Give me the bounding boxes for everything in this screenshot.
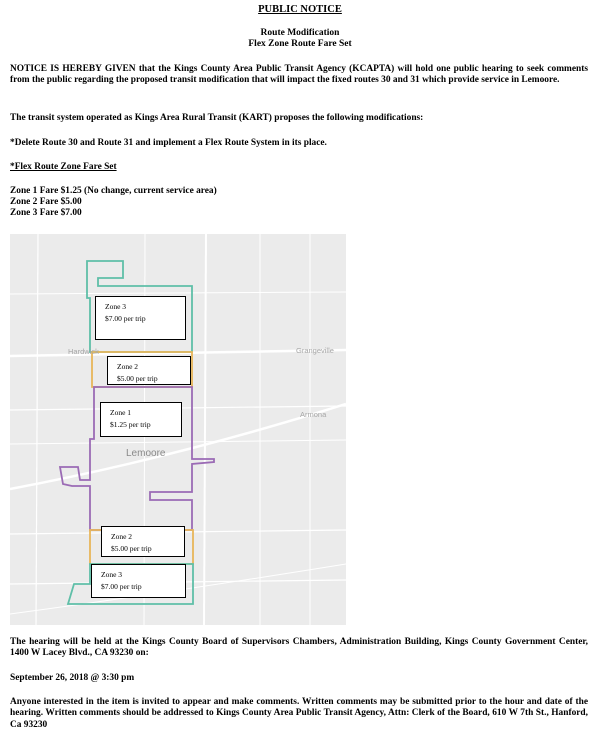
place-label-armona: Armona xyxy=(300,410,327,419)
transit-system-paragraph: The transit system operated as Kings Area Rural Transit (KART) proposes the following modifications: xyxy=(10,113,424,123)
zone-fare: $5.00 per trip xyxy=(117,374,158,383)
zone-2-north-label-box xyxy=(107,356,191,385)
zone-name: Zone 3 xyxy=(101,570,123,579)
hearing-location-paragraph: The hearing will be held at the Kings County Board of Supervisors Chambers, Administration Building, Kings County Government Center, 1400 W Lacey Blvd., CA 93230 on: xyxy=(10,637,588,659)
flex-zone-map xyxy=(10,234,346,625)
place-label-lemoore: Lemoore xyxy=(126,448,166,459)
zone-fare: $7.00 per trip xyxy=(101,582,142,591)
zone-fare: $1.25 per trip xyxy=(110,420,151,429)
zone-2-fare-line: Zone 2 Fare $5.00 xyxy=(10,197,82,207)
comments-paragraph: Anyone interested in the item is invited to appear and make comments. Written comments may be submitted prior to the hour and date of the hearing. Written comments should be addressed to Kings County Area Public Transit Agency, Attn: Clerk of the Board, 610 W 7th St., Hanford, Ca 93230 xyxy=(10,697,588,730)
zone-3-north-label-box xyxy=(95,296,186,340)
place-label-grangeville: Grangeville xyxy=(296,346,334,355)
zone-3-fare-line: Zone 3 Fare $7.00 xyxy=(10,208,82,218)
notice-subtitle-fare-set: Flex Zone Route Fare Set xyxy=(248,39,352,49)
place-label-hardwick: Hardwick xyxy=(68,347,99,356)
fare-set-heading: *Flex Route Zone Fare Set xyxy=(10,162,117,172)
notice-paragraph: NOTICE IS HEREBY GIVEN that the Kings County Area Public Transit Agency (KCAPTA) will hold one public hearing to seek comments from the public regarding the proposed transit modification that will impact the fixed routes 30 and 31 which provide service in Lemoore. xyxy=(10,64,588,86)
zone-1-fare-line: Zone 1 Fare $1.25 (No change, current service area) xyxy=(10,186,217,196)
hearing-date: September 26, 2018 @ 3:30 pm xyxy=(10,673,135,683)
zone-name: Zone 2 xyxy=(117,362,139,371)
notice-title: PUBLIC NOTICE xyxy=(258,4,342,15)
zone-name: Zone 2 xyxy=(111,532,133,541)
zone-1-label-box xyxy=(100,402,182,437)
notice-subtitle-route-modification: Route Modification xyxy=(260,28,340,38)
zone-2-south-label-box xyxy=(101,526,185,557)
zone-fare: $7.00 per trip xyxy=(105,314,146,323)
zone-name: Zone 3 xyxy=(105,302,127,311)
delete-routes-paragraph: *Delete Route 30 and Route 31 and implement a Flex Route System in its place. xyxy=(10,138,327,148)
zone-name: Zone 1 xyxy=(110,408,132,417)
zone-3-south-label-box xyxy=(91,564,186,598)
zone-fare: $5.00 per trip xyxy=(111,544,152,553)
